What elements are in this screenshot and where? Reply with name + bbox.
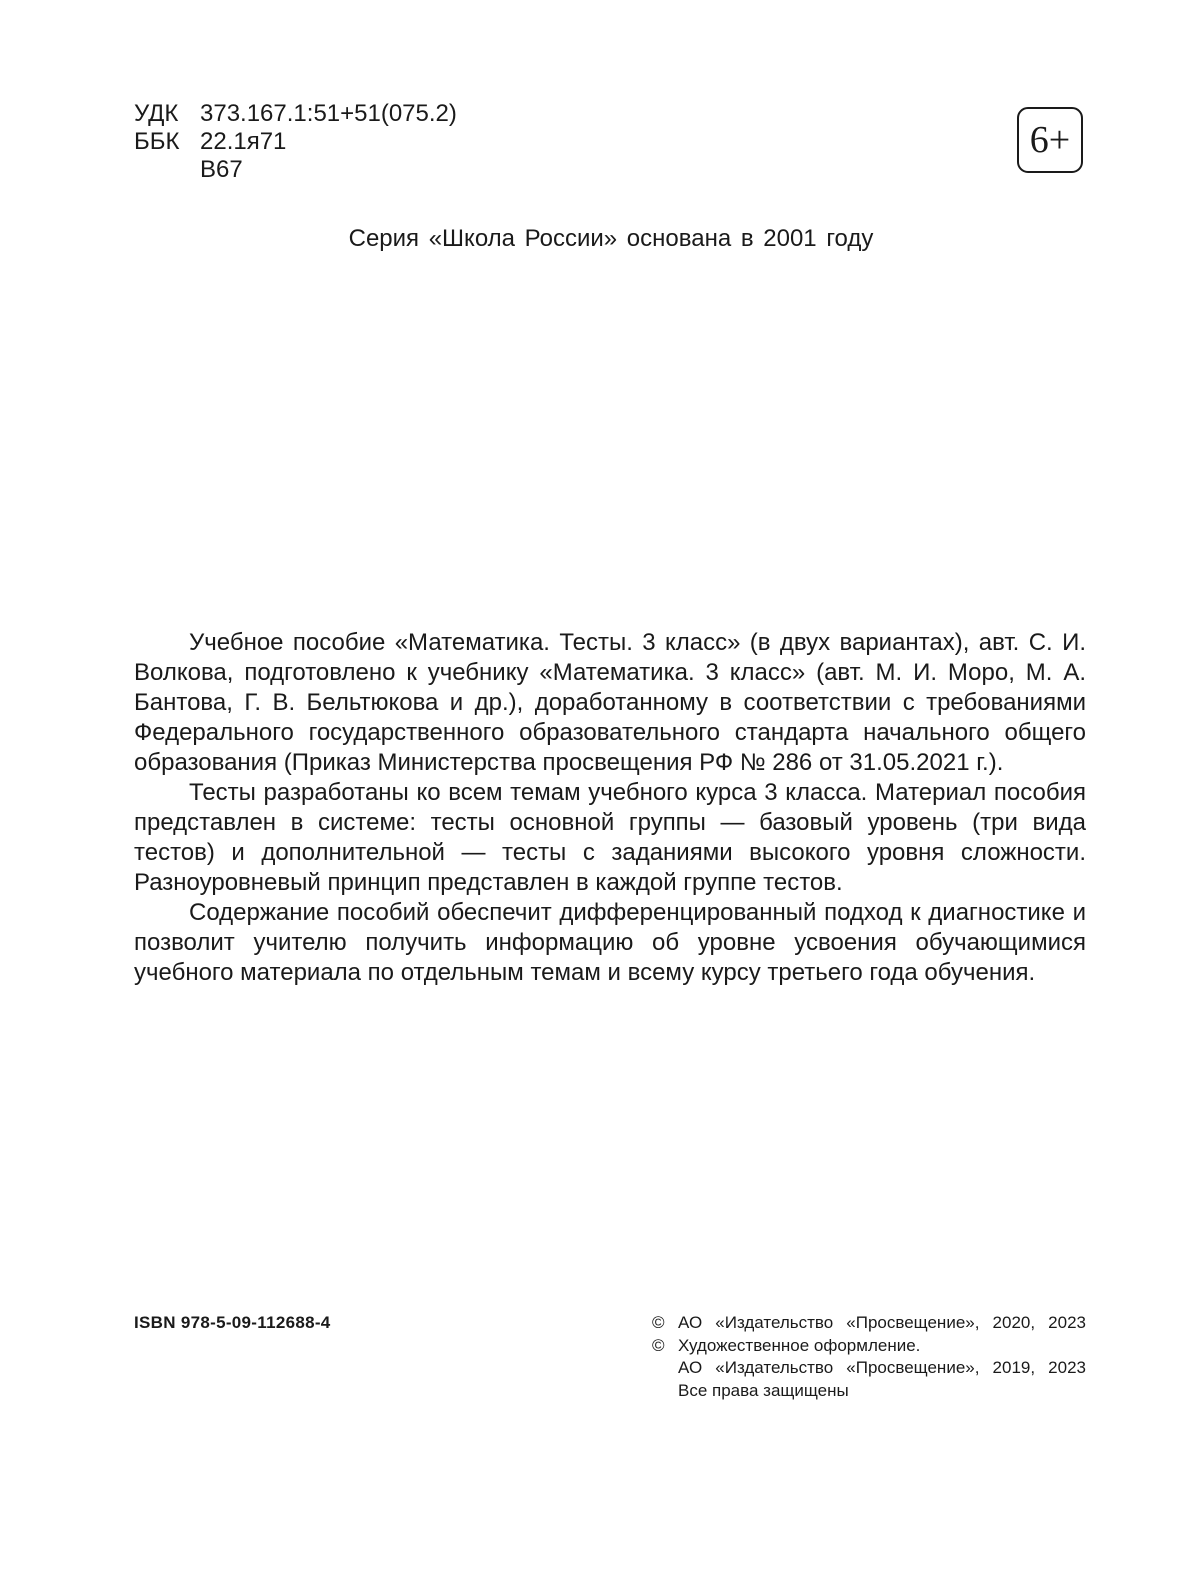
copyright-text-3: АО «Издательство «Просвещение», 2019, 2023: [678, 1358, 1086, 1377]
copyright-block: [652, 1312, 1086, 1402]
annotation-paragraph-1: Учебное пособие «Математика. Тесты. 3 класс» (в двух вариантах), авт. С. И. Волкова, подготовлено к учебнику «Математика. 3 класс» (авт. М. И. Моро, М. А. Бантова, Г. В. Бельтюкова и др.), доработанному в соответствии с требованиями Федерального государственного образовательного стандарта начального общего образования (Приказ Министерства просвещения РФ № 286 от 31.05.2021 г.).: [134, 629, 1086, 776]
copyright-symbol: ©: [652, 1335, 665, 1355]
annotation-paragraph-2: Тесты разработаны ко всем темам учебного курса 3 класса. Материал пособия представлен в системе: тесты основной группы — базовый уровень (три вида тестов) и дополнительной — тесты с заданиями высокого уровня сложности. Разноуровневый принцип представлен в каждой группе тестов.: [134, 779, 1086, 896]
bbk-value: 22.1я71: [200, 128, 287, 155]
copyright-symbol: ©: [652, 1313, 665, 1332]
copyright-text-2: Художественное оформление.: [678, 1335, 921, 1355]
isbn: ISBN 978-5-09-112688-4: [134, 1313, 331, 1332]
bbk-row: [134, 128, 457, 156]
annotation-text: [134, 628, 1086, 988]
author-mark-row: [134, 156, 457, 184]
udk-value: 373.167.1:51+51(075.2): [200, 100, 457, 127]
copyright-line-2: [652, 1335, 1086, 1358]
udk-label: УДК: [134, 100, 179, 127]
series-line: Серия «Школа России» основана в 2001 году: [348, 225, 874, 252]
copyright-text-4: Все права защищены: [678, 1380, 849, 1400]
classification-block: [134, 100, 457, 184]
copyright-text-1: АО «Издательство «Просвещение», 2020, 2023: [678, 1313, 1086, 1332]
bbk-label: ББК: [134, 128, 180, 155]
annotation-paragraph-3: Содержание пособий обеспечит дифференцированный подход к диагностике и позволит учителю получить информацию об уровне усвоения обучающимися учебного материала по отдельным темам и всему курсу третьего года обучения.: [134, 899, 1086, 986]
author-mark: В67: [200, 156, 243, 183]
copyright-line-1: [652, 1312, 1086, 1335]
copyright-line-4: [652, 1380, 1086, 1403]
copyright-line-3: [652, 1357, 1086, 1380]
udk-row: [134, 100, 457, 128]
age-rating-badge: 6+: [1017, 107, 1083, 173]
